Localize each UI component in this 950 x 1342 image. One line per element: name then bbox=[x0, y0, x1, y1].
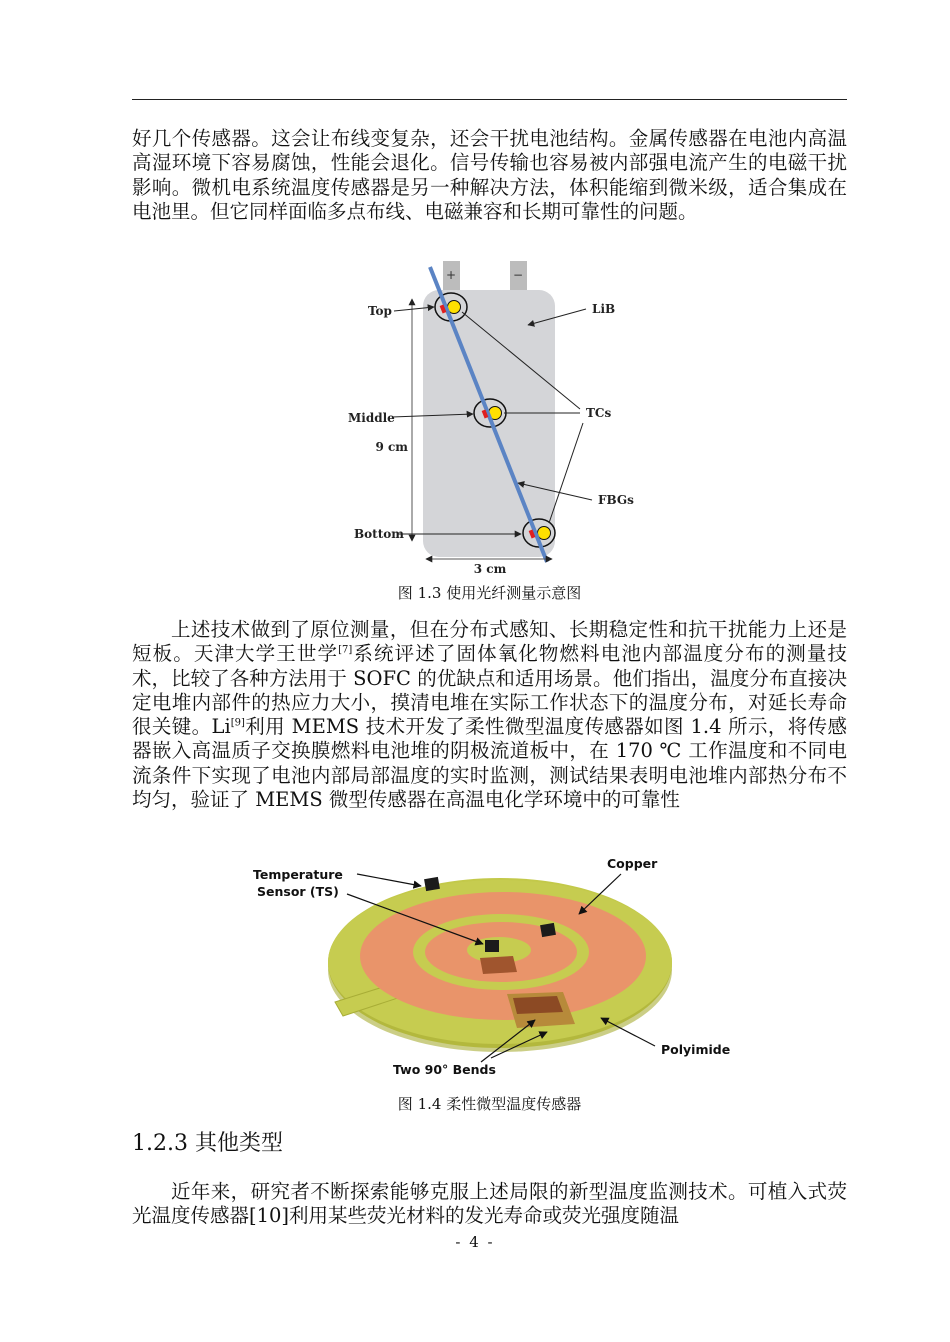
label-temperature-line2: Sensor (TS) bbox=[257, 884, 339, 899]
sensor-chip-2 bbox=[485, 940, 499, 952]
sensor-chip-3 bbox=[540, 923, 556, 937]
paragraph-3: 近年来，研究者不断探索能够克服上述局限的新型温度监测技术。可植入式荧光温度传感器[10]利用某些荧光材料的发光寿命或荧光强度随温 bbox=[132, 1180, 847, 1228]
paragraph-2-part-b: 系统评述了固体氧化物燃料电池内部温度分布的测量技术，比较了各种方法用于 SOFC 的优缺点和适用场景。他们指出，温度分布直接决定电堆内部件的热应力大小，摸清电堆在实际工作状态下的温度分布，对延长寿命很关键。Li bbox=[132, 642, 847, 739]
figure-1-3-caption: 图 1.3 使用光纤测量示意图 bbox=[397, 584, 582, 602]
label-bends: Two 90° Bends bbox=[393, 1062, 496, 1077]
header-rule bbox=[132, 99, 847, 100]
page-number: - 4 - bbox=[455, 1233, 495, 1251]
label-temperature-line1: Temperature bbox=[253, 867, 343, 882]
label-middle: Middle bbox=[348, 411, 395, 425]
figure-flexible-sensor bbox=[245, 852, 735, 1084]
paragraph-2-part-a: 上述技术做到了原位测量，但在分布式感知、长期稳定性和抗干扰能力上还是短板。天津大学王世学 bbox=[132, 618, 847, 666]
citation-7: [7] bbox=[338, 644, 353, 656]
section-heading: 1.2.3 其他类型 bbox=[132, 1131, 283, 1156]
ts-arrow-1 bbox=[357, 874, 421, 886]
paragraph-2 bbox=[132, 618, 847, 812]
copper-trace bbox=[480, 956, 517, 974]
label-tcs: TCs bbox=[586, 406, 612, 420]
label-lib: LiB bbox=[592, 302, 616, 316]
copper-tab bbox=[513, 996, 563, 1014]
paragraph-2-part-c: 利用 MEMS 技术开发了柔性微型温度传感器如图 1.4 所示，将传感器嵌入高温质子交换膜燃料电池堆的阴极流道板中，在 170 ℃ 工作温度和不同电流条件下实现了电池内部局部温度的实时监测，测试结果表明电池堆内部热分布不均匀，验证了 MEMS 微型传感器在高温电化学环境中的可靠性 bbox=[132, 715, 847, 812]
label-copper: Copper bbox=[607, 856, 658, 871]
paragraph-1: 好几个传感器。这会让布线变复杂，还会干扰电池结构。金属传感器在电池内高温高湿环境下容易腐蚀，性能会退化。信号传输也容易被内部强电流产生的电磁干扰影响。微机电系统温度传感器是另一种解决方法，体积能缩到微米级，适合集成在电池里。但它同样面临多点布线、电磁兼容和长期可靠性的问题。 bbox=[132, 127, 847, 223]
positive-label: + bbox=[445, 268, 457, 282]
citation-9: [9] bbox=[230, 717, 245, 729]
label-bottom: Bottom bbox=[354, 527, 404, 541]
label-top: Top bbox=[368, 304, 392, 318]
figure-1-4-caption: 图 1.4 柔性微型温度传感器 bbox=[397, 1095, 582, 1113]
battery-body bbox=[423, 290, 555, 557]
sensor-chip-1 bbox=[424, 877, 440, 891]
label-width: 3 cm bbox=[473, 562, 507, 576]
figure-fiber-measurement bbox=[340, 257, 640, 577]
label-height: 9 cm bbox=[375, 440, 408, 454]
label-fbgs: FBGs bbox=[598, 493, 634, 507]
label-polyimide: Polyimide bbox=[661, 1042, 731, 1057]
negative-label: − bbox=[512, 268, 524, 282]
